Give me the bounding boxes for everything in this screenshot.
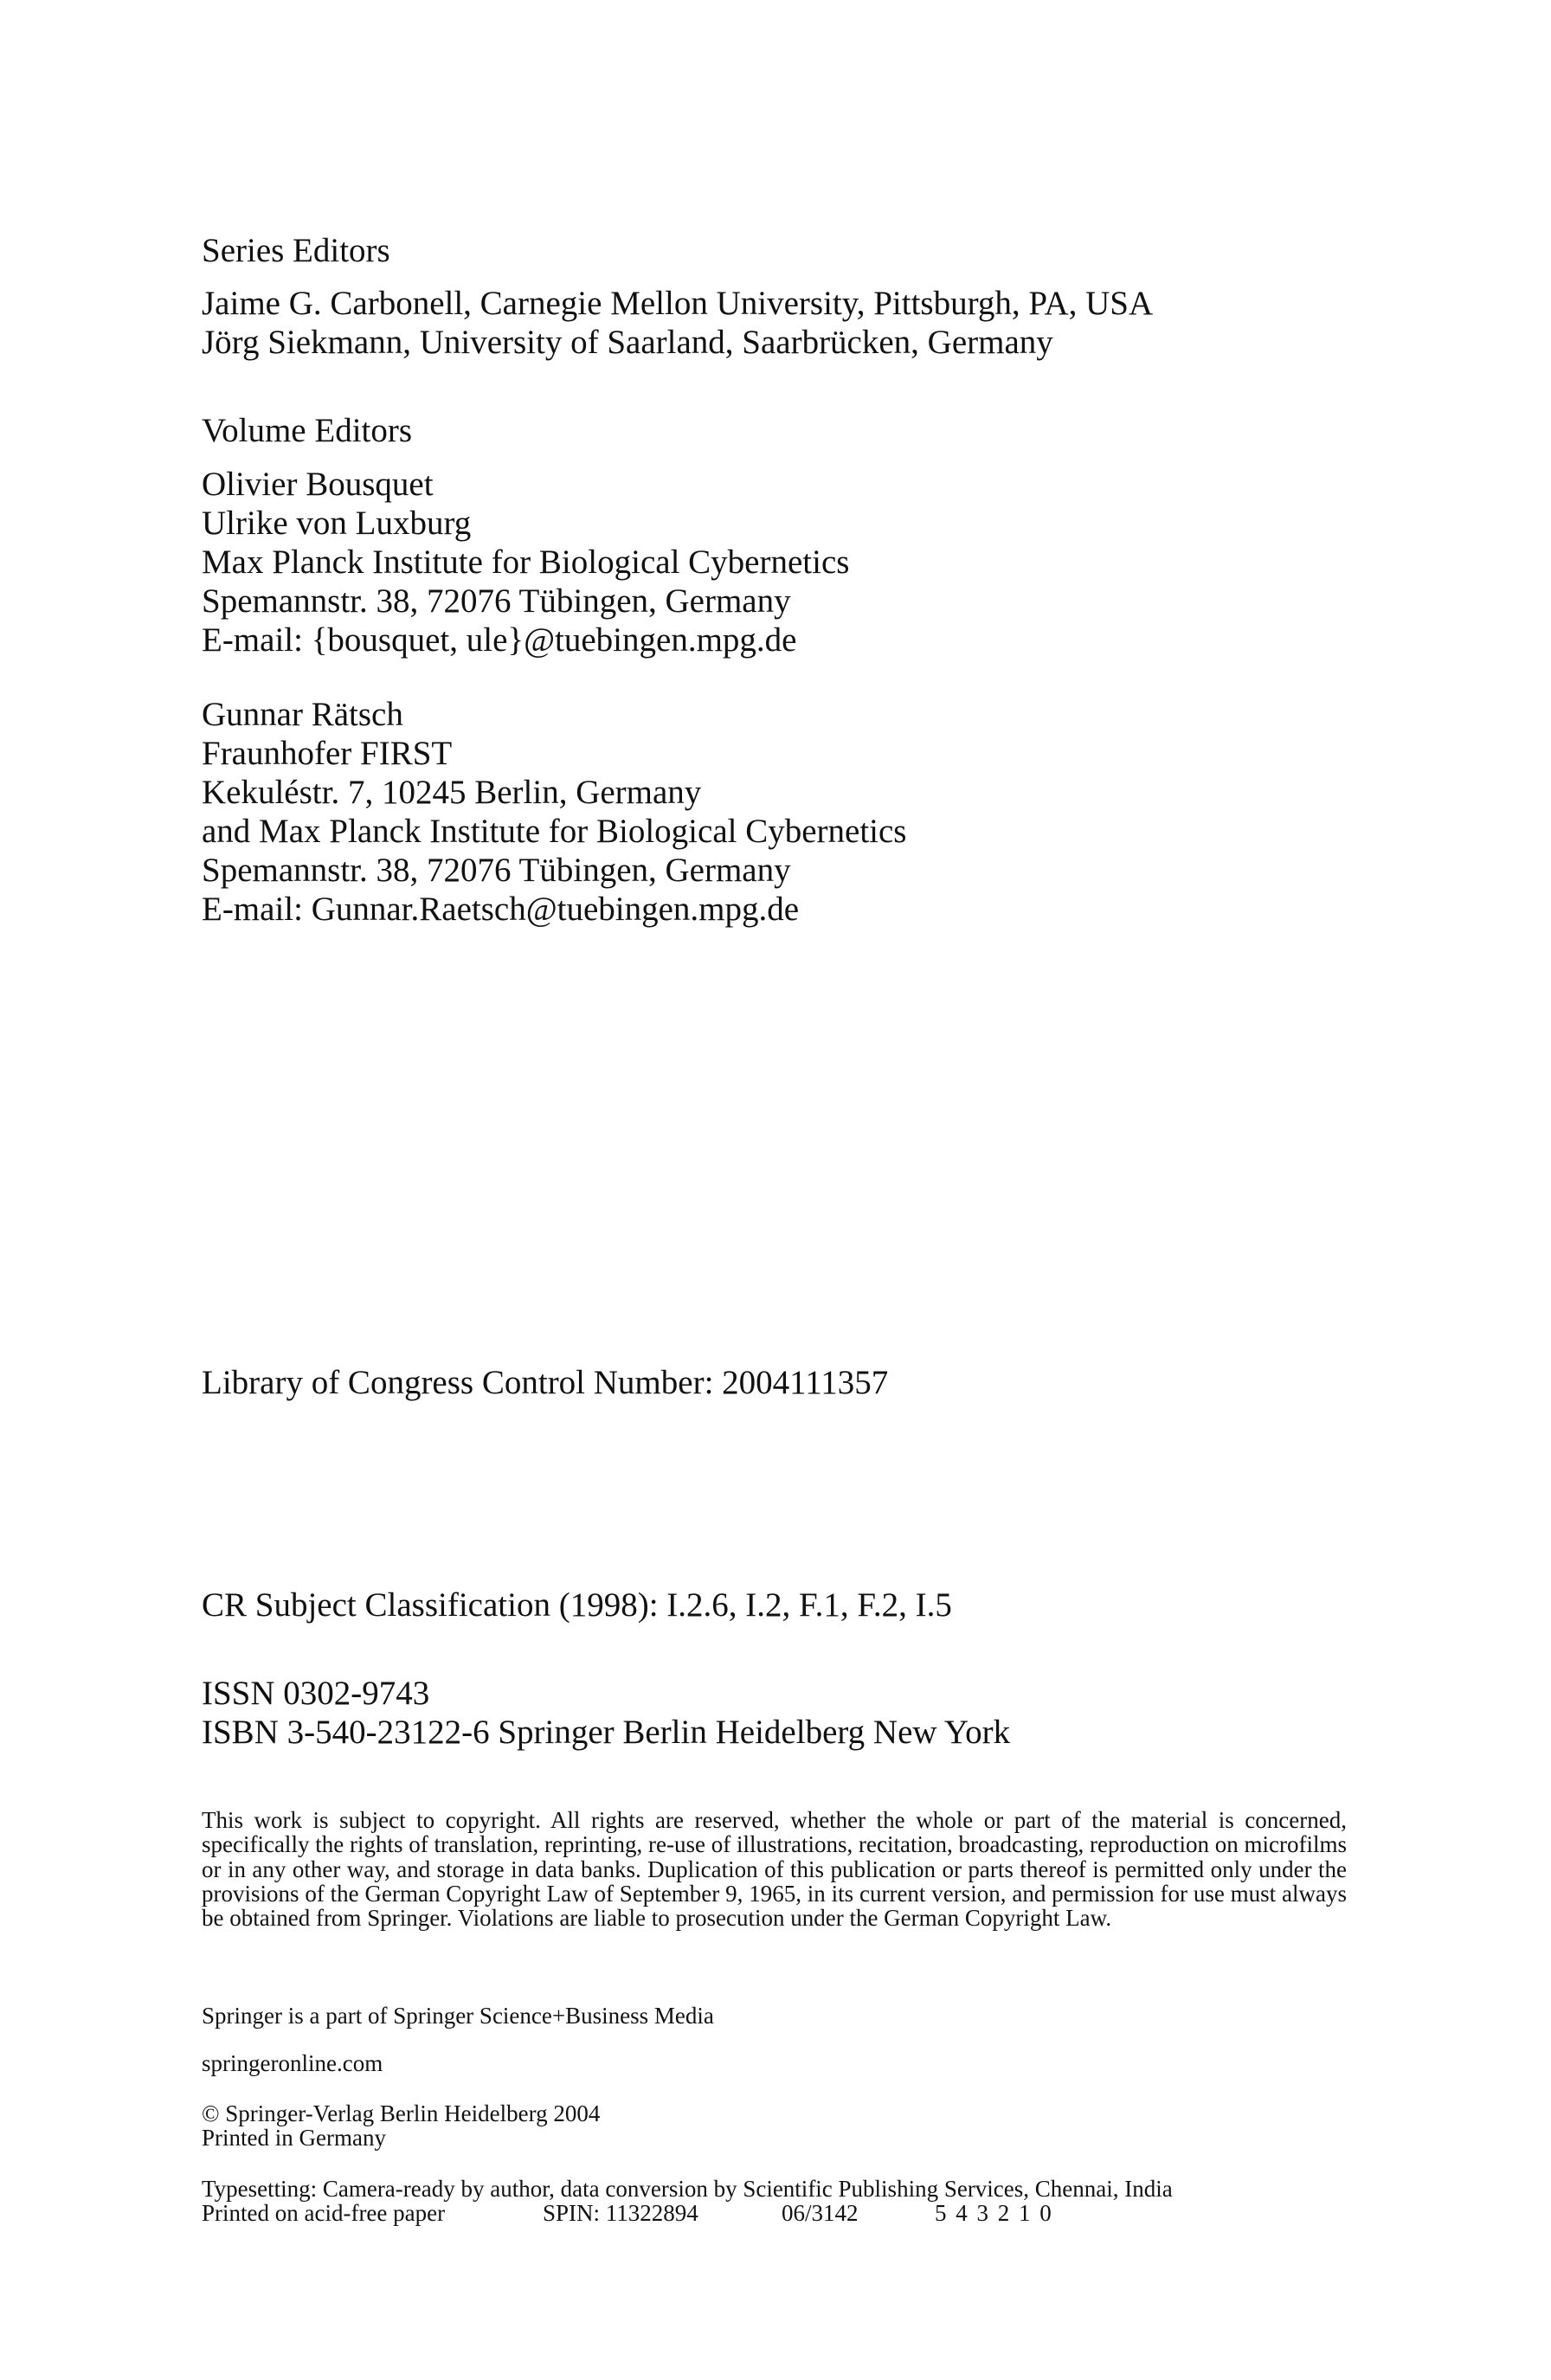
copyright-notice: This work is subject to copyright. All rights are reserved, whether the whole or part of the material is concerned, specifically the rights of translation, reprinting, re-use of illustrations, recitation, broadcasting, reproduction on microfilms or in any other way, and storage in data banks. Duplication of this publication or parts thereof is permitted only under the provisions of the German Copyright Law of September 9, 1965, in its current version, and permission for use must always be obtained from Springer. Violations are liable to prosecution under the German Copyright Law. (202, 1807, 1347, 1932)
editor-address-line: Max Planck Institute for Biological Cybernetics (202, 544, 850, 581)
editor-address-line: Kekuléstr. 7, 10245 Berlin, Germany (202, 774, 702, 811)
website: springeronline.com (202, 2050, 383, 2076)
series-editors-heading: Series Editors (202, 232, 390, 269)
editor-email: E-mail: Gunnar.Raetsch@tuebingen.mpg.de (202, 891, 800, 928)
series-editor-line: Jaime G. Carbonell, Carnegie Mellon University, Pittsburgh, PA, USA (202, 285, 1154, 322)
issn: ISSN 0302-9743 (202, 1675, 430, 1712)
printed-in-line: Printed in Germany (202, 2125, 386, 2151)
editor-address-line: Gunnar Rätsch (202, 696, 403, 733)
isbn: ISBN 3-540-23122-6 Springer Berlin Heidelberg New York (202, 1714, 1011, 1751)
cr-subject-classification: CR Subject Classification (1998): I.2.6, I.2, F.1, F.2, I.5 (202, 1586, 952, 1624)
spin-number: SPIN: 11322894 (543, 2200, 698, 2226)
print-code: 06/3142 (782, 2200, 859, 2226)
loc-control-number: Library of Congress Control Number: 2004111357 (202, 1364, 889, 1401)
editor-address-line: and Max Planck Institute for Biological Cybernetics (202, 813, 907, 850)
print-run: 5 4 3 2 1 0 (935, 2200, 1053, 2226)
editor-address-line: Spemannstr. 38, 72076 Tübingen, Germany (202, 582, 791, 620)
editor-address-line: Ulrike von Luxburg (202, 505, 472, 542)
springer-part-line: Springer is a part of Springer Science+Business Media (202, 2003, 714, 2029)
paper-info: Printed on acid-free paper (202, 2200, 446, 2226)
editor-address-line: Fraunhofer FIRST (202, 735, 453, 772)
editor-email: E-mail: {bousquet, ule}@tuebingen.mpg.de (202, 621, 797, 659)
editor-address-line: Olivier Bousquet (202, 466, 434, 503)
copyright-line: © Springer-Verlag Berlin Heidelberg 2004 (202, 2100, 601, 2126)
editor-address-line: Spemannstr. 38, 72076 Tübingen, Germany (202, 852, 791, 889)
series-editor-line: Jörg Siekmann, University of Saarland, Saarbrücken, Germany (202, 324, 1053, 361)
typesetting-line: Typesetting: Camera-ready by author, data conversion by Scientific Publishing Services, Chennai, India (202, 2176, 1173, 2202)
volume-editors-heading: Volume Editors (202, 412, 413, 449)
